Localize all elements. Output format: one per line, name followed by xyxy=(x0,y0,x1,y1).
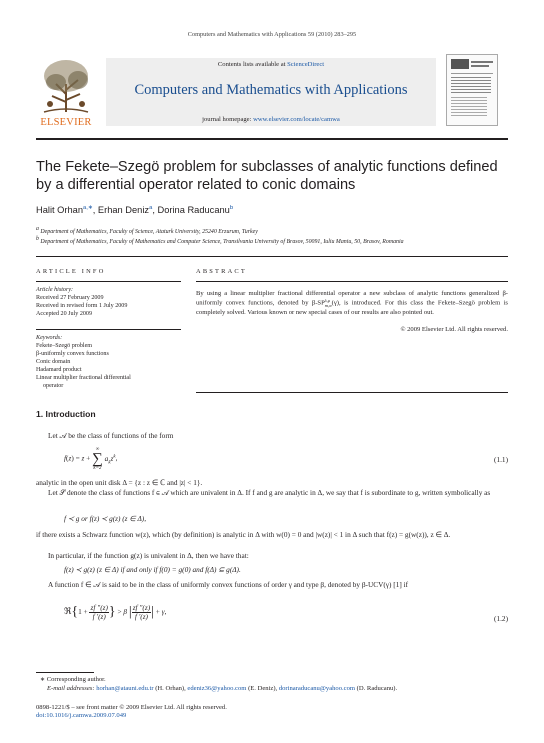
affiliation-mark: a xyxy=(36,226,39,232)
paragraph: A function f ∈ 𝒜 is said to be in the class of uniformly convex functions of order γ and type β, denoted by β-UCV(γ) [1] if xyxy=(48,580,409,589)
history-item: Received 27 February 2009 xyxy=(36,295,104,301)
section-heading: 1. Introduction xyxy=(36,409,96,419)
article-info-rule xyxy=(36,329,181,330)
section-rule xyxy=(36,256,508,257)
doi-link[interactable]: doi:10.1016/j.camwa.2009.07.049 xyxy=(36,712,127,719)
abstract-part: By using a linear multiplier fractional differential operator a new subclass of analytic functions generalized β-uniformly convex functions, denoted by β-SP xyxy=(196,290,508,307)
keyword-list xyxy=(36,334,181,390)
keyword: operator xyxy=(43,383,64,389)
history-label: Article history: xyxy=(36,287,74,293)
corresponding-text: Corresponding author. xyxy=(46,676,106,683)
operator-superscript: λ,μ xyxy=(324,298,331,304)
equation-number: (1.1) xyxy=(494,455,508,464)
publisher-name: ELSEVIER xyxy=(40,117,92,128)
article-info-rule xyxy=(36,281,181,282)
footnote-corresponding: ∗ Corresponding author. xyxy=(40,676,106,683)
journal-title: Computers and Mathematics with Applications xyxy=(134,82,408,98)
contents-prefix: Contents lists available at xyxy=(217,61,288,68)
article-info-heading: ARTICLE INFO xyxy=(36,268,106,275)
footnote-rule xyxy=(36,672,94,673)
issn-line: 0898-1221/$ – see front matter © 2009 Elsevier Ltd. All rights reserved. xyxy=(36,704,227,711)
email-owner: (D. Raducanu). xyxy=(355,685,398,692)
equation-1-2: ℜ{1 + $\frac{zf ''(z)}{f '(z)}$ } > β | $\frac{zf ''(z)}{f '(z)}$ | + γ, xyxy=(64,603,167,621)
email-owner: (H. Orhan), xyxy=(153,685,188,692)
operator-subscript: m,α xyxy=(324,303,332,309)
paragraph: Let 𝒜 be the class of functions of the form xyxy=(48,431,174,440)
affiliation-mark: b xyxy=(36,236,39,242)
keywords-label: Keywords: xyxy=(36,335,63,341)
subordination-line: f ≺ g or f(z) ≺ g(z) (z ∈ Δ), xyxy=(64,514,147,523)
copyright-notice: © 2009 Elsevier Ltd. All rights reserved. xyxy=(400,326,508,333)
history-item: Accepted 20 July 2009 xyxy=(36,311,93,317)
paragraph: analytic in the open unit disk Δ = {z : z ∈ ℂ and |z| < 1}. xyxy=(36,478,203,487)
author-name: Halit Orhan xyxy=(36,205,84,216)
homepage-link[interactable]: www.elsevier.com/locate/camwa xyxy=(253,116,340,123)
affiliation-text: Department of Mathematics, Faculty of Mathematics and Computer Science, Transilvania University of Brasov, 50091, Iuliu Maniu, 50, Brasov, Romania xyxy=(40,238,404,245)
paragraph: if there exists a Schwarz function w(z), which (by definition) is analytic in Δ with w(0) = 0 and |w(z)| < 1 in Δ such that f(z) = g(w(z)), z ∈ Δ. xyxy=(36,530,451,539)
author-marks[interactable]: a,∗ xyxy=(83,205,93,211)
footnote-emails xyxy=(47,685,397,692)
equation-1-1: f(z) = z + ∞ ∑ k=2 $a_kz^k$, xyxy=(64,447,118,471)
keyword: Conic domain xyxy=(36,359,71,365)
author-list: Halit Orhan$^{a,∗}$, Erhan Deniz$^a$, Dorina Raducanu$^b$ xyxy=(36,205,234,216)
abstract-rule xyxy=(196,392,508,393)
history-item: Received in revised form 1 July 2009 xyxy=(36,303,128,309)
journal-cover-thumbnail xyxy=(446,54,498,126)
equation-number: (1.2) xyxy=(494,614,508,623)
article-history xyxy=(36,286,181,318)
author-name: Dorina Raducanu xyxy=(157,205,230,216)
keyword: Fekete–Szegö problem xyxy=(36,343,93,349)
keyword: Hadamard product xyxy=(36,367,82,373)
journal-banner xyxy=(106,58,436,126)
email-owner: (E. Deniz), xyxy=(246,685,279,692)
header-rule xyxy=(36,138,508,140)
homepage-prefix: journal homepage: xyxy=(202,116,254,123)
author-name: Erhan Deniz xyxy=(97,205,150,216)
affiliation xyxy=(36,226,258,235)
running-header: Computers and Mathematics with Applications 59 (2010) 283–295 xyxy=(187,31,357,38)
email-link[interactable]: horhan@atauni.edu.tr xyxy=(96,685,154,692)
journal-masthead xyxy=(36,54,506,132)
keyword: Linear multiplier fractional differential xyxy=(36,375,131,381)
email-link[interactable]: edeniz36@yahoo.com xyxy=(187,685,247,692)
homepage-line xyxy=(106,116,436,123)
email-label: E-mail addresses: xyxy=(47,685,97,692)
author-marks[interactable]: b xyxy=(229,205,234,211)
affiliation xyxy=(36,236,404,245)
sciencedirect-link[interactable]: ScienceDirect xyxy=(287,61,325,68)
email-link[interactable]: dorinaraducanu@yahoo.com xyxy=(278,685,356,692)
author-marks[interactable]: a xyxy=(149,205,153,211)
abstract-heading: ABSTRACT xyxy=(196,268,247,275)
abstract-part: (γ), is introduced. For this class the Fekete–Szegö problem is completely solved. Various known or new special cases of our results are also pointed out. xyxy=(196,299,508,317)
abstract-text xyxy=(196,289,508,317)
paper-title: The Fekete–Szegö problem for subclasses of analytic functions defined by a differential operator related to conic domains xyxy=(36,159,498,193)
affiliation-text: Department of Mathematics, Faculty of Science, Ataturk University, 25240 Erzurum, Turkey xyxy=(40,228,258,235)
contents-line xyxy=(106,61,436,68)
paragraph: Let 𝒮 denote the class of functions f ∈ 𝒜 which are univalent in Δ. If f and g are analytic in Δ, we say that f is subordinate to g, written symbolically as xyxy=(48,488,491,497)
keyword: β-uniformly convex functions xyxy=(36,351,109,357)
abstract-rule xyxy=(196,281,508,282)
paragraph: In particular, if the function g(z) is univalent in Δ, then we have that: xyxy=(48,551,249,560)
iff-line: f(z) ≺ g(z) (z ∈ Δ) if and only if f(0) = g(0) and f(Δ) ⊆ g(Δ). xyxy=(64,565,241,574)
